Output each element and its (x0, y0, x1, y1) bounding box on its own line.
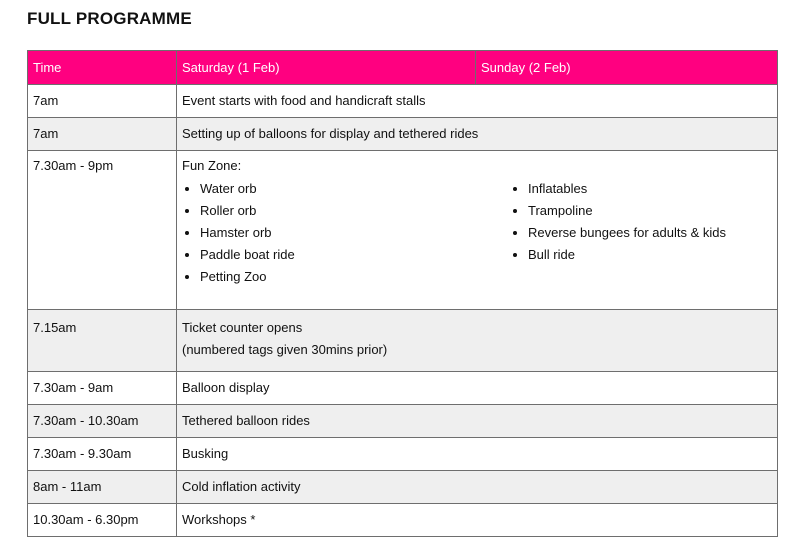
table-row (28, 85, 778, 118)
time-cell: 7.30am - 10.30am (28, 405, 177, 438)
time-cell: 7.30am - 9pm (28, 151, 177, 310)
activity-cell: Event starts with food and handicraft stalls (177, 85, 778, 118)
table-row (28, 118, 778, 151)
activity-cell: Cold inflation activity (177, 471, 778, 504)
list-item: • Inflatables (528, 178, 772, 200)
table-row (28, 504, 778, 537)
fun-zone-title: Fun Zone: (182, 158, 242, 173)
table-header-row (28, 51, 778, 85)
activity-cell (177, 310, 778, 372)
activity-cell: Tethered balloon rides (177, 405, 778, 438)
table-row (28, 405, 778, 438)
time-cell: 7.30am - 9.30am (28, 438, 177, 471)
list-item: • Petting Zoo (200, 266, 510, 288)
activity-note: (numbered tags given 30mins prior) (182, 342, 388, 357)
activity-cell: Balloon display (177, 372, 778, 405)
list-item: • Roller orb (200, 200, 510, 222)
list-item: • Paddle boat ride (200, 244, 510, 266)
table-row (28, 310, 778, 372)
time-cell: 7am (28, 118, 177, 151)
time-cell: 10.30am - 6.30pm (28, 504, 177, 537)
time-cell: 8am - 11am (28, 471, 177, 504)
activity-text: Ticket counter opens (182, 320, 303, 335)
header-sunday: Sunday (2 Feb) (476, 51, 778, 85)
activity-cell: Workshops * (177, 504, 778, 537)
time-cell: 7.30am - 9am (28, 372, 177, 405)
time-cell: 7.15am (28, 310, 177, 372)
list-item: • Bull ride (528, 244, 772, 266)
list-item: • Water orb (200, 178, 510, 200)
time-cell: 7am (28, 85, 177, 118)
table-row-fun-zone (28, 151, 778, 310)
activity-cell: Busking (177, 438, 778, 471)
fun-zone-list-right (510, 178, 772, 288)
fun-zone-list-left (182, 178, 510, 288)
programme-table (27, 50, 778, 537)
header-time: Time (28, 51, 177, 85)
table-row (28, 372, 778, 405)
table-row (28, 438, 778, 471)
header-saturday: Saturday (1 Feb) (177, 51, 476, 85)
list-item: • Reverse bungees for adults & kids (528, 222, 772, 244)
table-row (28, 471, 778, 504)
list-item: • Hamster orb (200, 222, 510, 244)
list-item: • Trampoline (528, 200, 772, 222)
activity-cell (177, 151, 778, 310)
page-title: FULL PROGRAMME (27, 9, 192, 28)
activity-cell: Setting up of balloons for display and tethered rides (177, 118, 778, 151)
